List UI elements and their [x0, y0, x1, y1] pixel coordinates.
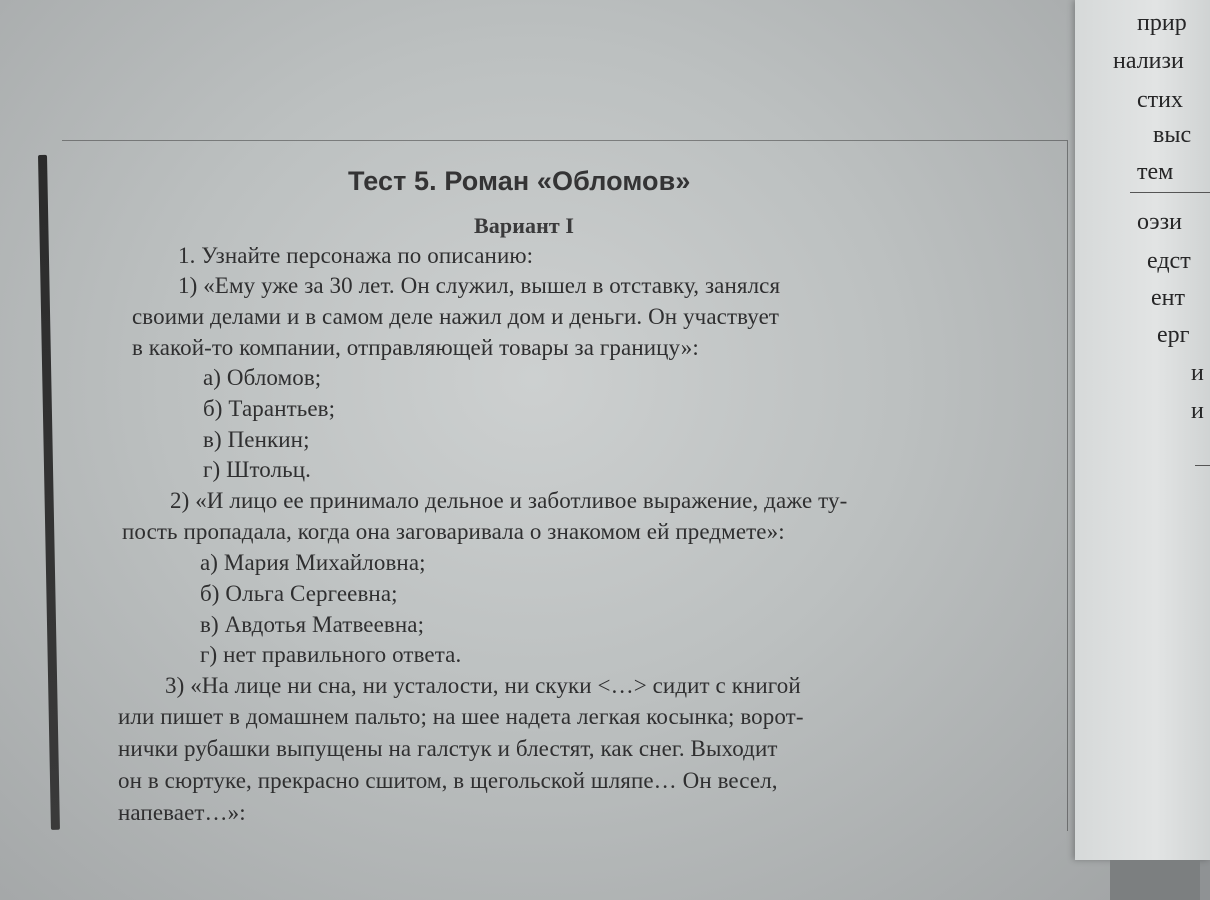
task-instruction: 1. Узнайте персонажа по описанию: [178, 243, 534, 268]
question-2-option: а) Мария Михайловна; [200, 550, 426, 575]
question-2-option: б) Ольга Сергеевна; [200, 581, 398, 606]
question-2-line-2: пость пропадала, когда она заговаривала о знакомом ей предмете»: [122, 519, 785, 544]
adjacent-page-line: оэзи [1137, 209, 1182, 235]
question-3-line-5: напевает…»: [118, 800, 246, 825]
adjacent-page-line: и [1191, 360, 1204, 386]
adjacent-page-rule [1130, 192, 1210, 193]
adjacent-page-line: выс [1153, 122, 1192, 148]
adjacent-page-dash [1195, 465, 1210, 466]
variant-heading: Вариант I [474, 213, 575, 238]
adjacent-page-line: прир [1137, 10, 1187, 36]
shadow-area [1110, 860, 1200, 900]
adjacent-page-line: ерг [1157, 322, 1190, 348]
adjacent-page-text [1075, 0, 1210, 860]
question-1-option: г) Штольц. [203, 457, 312, 482]
question-1-line-2: своими делами и в самом деле нажил дом и деньги. Он участвует [132, 304, 780, 329]
question-3-line-3: нички рубашки выпущены на галстук и блестят, как снег. Выходит [118, 736, 778, 761]
adjacent-page-line: едст [1147, 248, 1191, 274]
question-2-option: в) Авдотья Матвеевна; [200, 612, 425, 637]
question-3-line-2: или пишет в домашнем пальто; на шее надета легкая косынка; ворот- [118, 704, 804, 729]
question-1-line-1: 1) «Ему уже за 30 лет. Он служил, вышел в отставку, занялся [178, 273, 781, 298]
question-1-option: а) Обломов; [203, 365, 322, 390]
question-1-line-3: в какой-то компании, отправляющей товары за границу»: [132, 335, 699, 360]
adjacent-page-line: нализи [1113, 48, 1184, 74]
adjacent-page-line: ент [1151, 285, 1185, 311]
adjacent-page-line: и [1191, 398, 1204, 424]
question-2-option: г) нет правильного ответа. [200, 642, 462, 667]
page-title: Тест 5. Роман «Обломов» [348, 166, 691, 196]
question-3-line-4: он в сюртуке, прекрасно сшитом, в щегольской шляпе… Он весел, [118, 768, 778, 793]
adjacent-page-line: стих [1137, 87, 1183, 113]
question-3-line-1: 3) «На лице ни сна, ни усталости, ни скуки <…> сидит с книгой [165, 673, 801, 698]
question-1-option: в) Пенкин; [203, 427, 310, 452]
question-2-line-1: 2) «И лицо ее принимало дельное и заботливое выражение, даже ту- [170, 488, 848, 513]
adjacent-page [1075, 0, 1210, 860]
adjacent-page-line: тем [1137, 159, 1174, 185]
question-1-option: б) Тарантьев; [203, 396, 336, 421]
